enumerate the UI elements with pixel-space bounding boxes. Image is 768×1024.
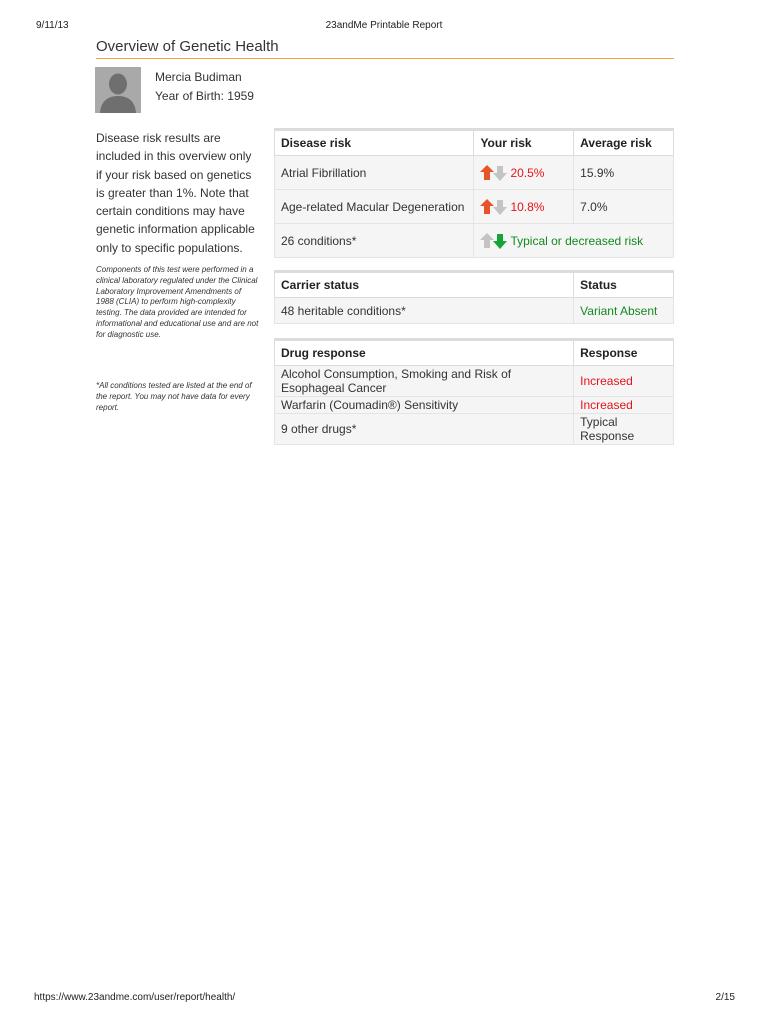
- table-row: [275, 397, 674, 414]
- table-row: [275, 224, 674, 258]
- table-row: [275, 190, 674, 224]
- condition-name: 26 conditions*: [275, 224, 474, 258]
- average-risk-value: 15.9%: [574, 156, 674, 190]
- page-title: Overview of Genetic Health: [96, 38, 674, 59]
- your-risk-cell: [474, 190, 574, 224]
- header-response: Response: [574, 340, 674, 366]
- risk-up-icon: [480, 164, 508, 182]
- drug-response-value: Typical Response: [574, 414, 674, 445]
- condition-name: Age-related Macular Degeneration: [275, 190, 474, 224]
- header-average-risk: Average risk: [574, 130, 674, 156]
- intro-text: Disease risk results are included in this overview only if your risk based on genetics is greater than 1%. Note that certain conditions may have genetic information applicable only to specific populations.: [96, 131, 255, 255]
- table-row: [275, 156, 674, 190]
- table-header-row: [275, 272, 674, 298]
- print-title: 23andMe Printable Report: [325, 20, 443, 31]
- drug-name: Warfarin (Coumadin®) Sensitivity: [275, 397, 574, 414]
- drug-response-value: Increased: [574, 366, 674, 397]
- header-drug-response: Drug response: [275, 340, 574, 366]
- risk-up-icon: [480, 198, 508, 216]
- drug-name: Alcohol Consumption, Smoking and Risk of Esophageal Cancer: [275, 366, 574, 397]
- conditions-footnote: *All conditions tested are listed at the end of the report. You may not have data for every report.: [96, 381, 252, 412]
- table-header-row: [275, 130, 674, 156]
- disease-risk-table: [274, 128, 674, 258]
- table-row: [275, 414, 674, 445]
- table-header-row: [275, 340, 674, 366]
- avatar: [95, 67, 141, 113]
- header-carrier-status: Carrier status: [275, 272, 574, 298]
- header-status: Status: [574, 272, 674, 298]
- profile-birth-year: Year of Birth: 1959: [155, 89, 254, 103]
- carrier-status-value: Variant Absent: [574, 298, 674, 324]
- your-risk-value: 10.8%: [510, 199, 545, 214]
- print-footer: [0, 992, 768, 1006]
- risk-down-icon: [480, 232, 508, 250]
- print-header: [0, 20, 768, 34]
- table-row: [275, 298, 674, 324]
- table-row: [275, 366, 674, 397]
- carrier-status-table: [274, 270, 674, 324]
- clia-note: Components of this test were performed in a clinical laboratory regulated under the Clinical Laboratory Improvement Amendments of 1988 (CLIA) to perform high-complexity testing. The data provided are intended for informational and educational use and are not for diagnostic use.: [96, 265, 259, 339]
- print-page-number: 2/15: [715, 992, 735, 1003]
- average-risk-value: 7.0%: [574, 190, 674, 224]
- your-risk-value: Typical or decreased risk: [510, 233, 644, 248]
- print-date: 9/11/13: [36, 20, 69, 31]
- drug-response-value: Increased: [574, 397, 674, 414]
- condition-name: Atrial Fibrillation: [275, 156, 474, 190]
- header-your-risk: Your risk: [474, 130, 574, 156]
- person-silhouette-icon: [95, 67, 141, 113]
- profile-name: Mercia Budiman: [155, 70, 242, 84]
- your-risk-value: 20.5%: [510, 165, 545, 180]
- your-risk-cell: [474, 224, 674, 258]
- print-url: https://www.23andme.com/user/report/health/: [34, 992, 236, 1003]
- drug-response-table: [274, 338, 674, 445]
- your-risk-cell: [474, 156, 574, 190]
- header-disease-risk: Disease risk: [275, 130, 474, 156]
- drug-name: 9 other drugs*: [275, 414, 574, 445]
- carrier-condition-name: 48 heritable conditions*: [275, 298, 574, 324]
